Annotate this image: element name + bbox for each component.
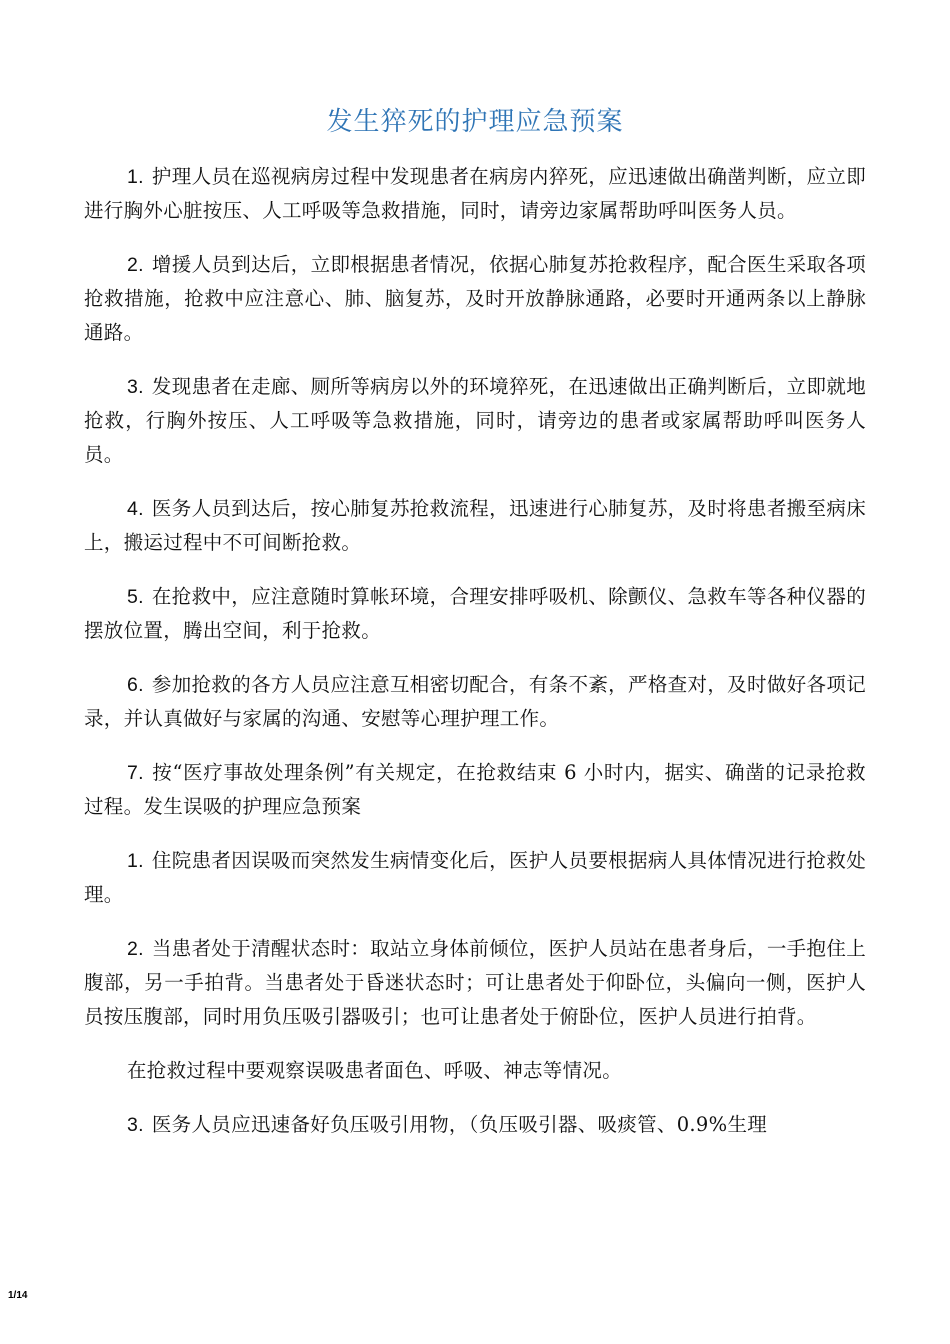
paragraph-text: 发现患者在走廊、厕所等病房以外的环境猝死，在迅速做出正确判断后，立即就地抢救，行胸外按压、人工呼吸等急救措施，同时，请旁边的患者或家属帮助呼叫医务人员。 xyxy=(84,375,866,466)
paragraph xyxy=(84,248,866,350)
page-indicator: 1/14 xyxy=(8,1290,28,1301)
paragraph-number: 1. xyxy=(127,850,144,872)
paragraph xyxy=(84,1054,866,1088)
paragraph-text: 医务人员到达后，按心肺复苏抢救流程，迅速进行心肺复苏，及时将患者搬至病床上，搬运过程中不可间断抢救。 xyxy=(84,497,866,554)
document-body xyxy=(84,160,866,1162)
paragraph xyxy=(84,580,866,648)
paragraph-text: 护理人员在巡视病房过程中发现患者在病房内猝死，应迅速做出确凿判断，应立即进行胸外心脏按压、人工呼吸等急救措施，同时，请旁边家属帮助呼叫医务人员。 xyxy=(84,165,866,222)
paragraph xyxy=(84,1108,866,1142)
paragraph xyxy=(84,668,866,736)
paragraph xyxy=(84,932,866,1034)
paragraph-text: 医务人员应迅速备好负压吸引用物，（负压吸引器、吸痰管、0.9%生理 xyxy=(151,1113,768,1136)
paragraph-text: 当患者处于清醒状态时：取站立身体前倾位，医护人员站在患者身后，一手抱住上腹部，另一手拍背。当患者处于昏迷状态时；可让患者处于仰卧位，头偏向一侧，医护人员按压腹部，同时用负压吸引器吸引；也可让患者处于俯卧位，医护人员进行拍背。 xyxy=(84,937,866,1028)
paragraph-number: 4. xyxy=(127,498,144,520)
paragraph-number: 2. xyxy=(127,254,144,276)
paragraph-text: 在抢救过程中要观察误吸患者面色、呼吸、神志等情况。 xyxy=(127,1059,623,1082)
paragraph xyxy=(84,844,866,912)
paragraph-number: 3. xyxy=(127,376,144,398)
paragraph xyxy=(84,370,866,472)
page-title: 发生猝死的护理应急预案 xyxy=(326,107,624,137)
paragraph-text: 按“医疗事故处理条例”有关规定，在抢救结束 6 小时内，据实、确凿的记录抢救过程。发生误吸的护理应急预案 xyxy=(84,761,866,818)
paragraph-number: 2. xyxy=(127,938,144,960)
paragraph-number: 3. xyxy=(127,1114,144,1136)
paragraph-text: 参加抢救的各方人员应注意互相密切配合，有条不紊，严格查对，及时做好各项记录，并认真做好与家属的沟通、安慰等心理护理工作。 xyxy=(84,673,866,730)
paragraph-text: 住院患者因误吸而突然发生病情变化后，医护人员要根据病人具体情况进行抢救处理。 xyxy=(84,849,866,906)
paragraph-number: 7. xyxy=(127,762,144,784)
paragraph-text: 增援人员到达后，立即根据患者情况，依据心肺复苏抢救程序，配合医生采取各项抢救措施，抢救中应注意心、肺、脑复苏，及时开放静脉通路，必要时开通两条以上静脉通路。 xyxy=(84,253,866,344)
paragraph-text: 在抢救中，应注意随时算帐环境，合理安排呼吸机、除颤仪、急救车等各种仪器的摆放位置，腾出空间，利于抢救。 xyxy=(84,585,866,642)
paragraph xyxy=(84,160,866,228)
paragraph-number: 6. xyxy=(127,674,144,696)
paragraph-number: 1. xyxy=(127,166,144,188)
paragraph-number: 5. xyxy=(127,586,144,608)
paragraph xyxy=(84,492,866,560)
paragraph xyxy=(84,756,866,824)
